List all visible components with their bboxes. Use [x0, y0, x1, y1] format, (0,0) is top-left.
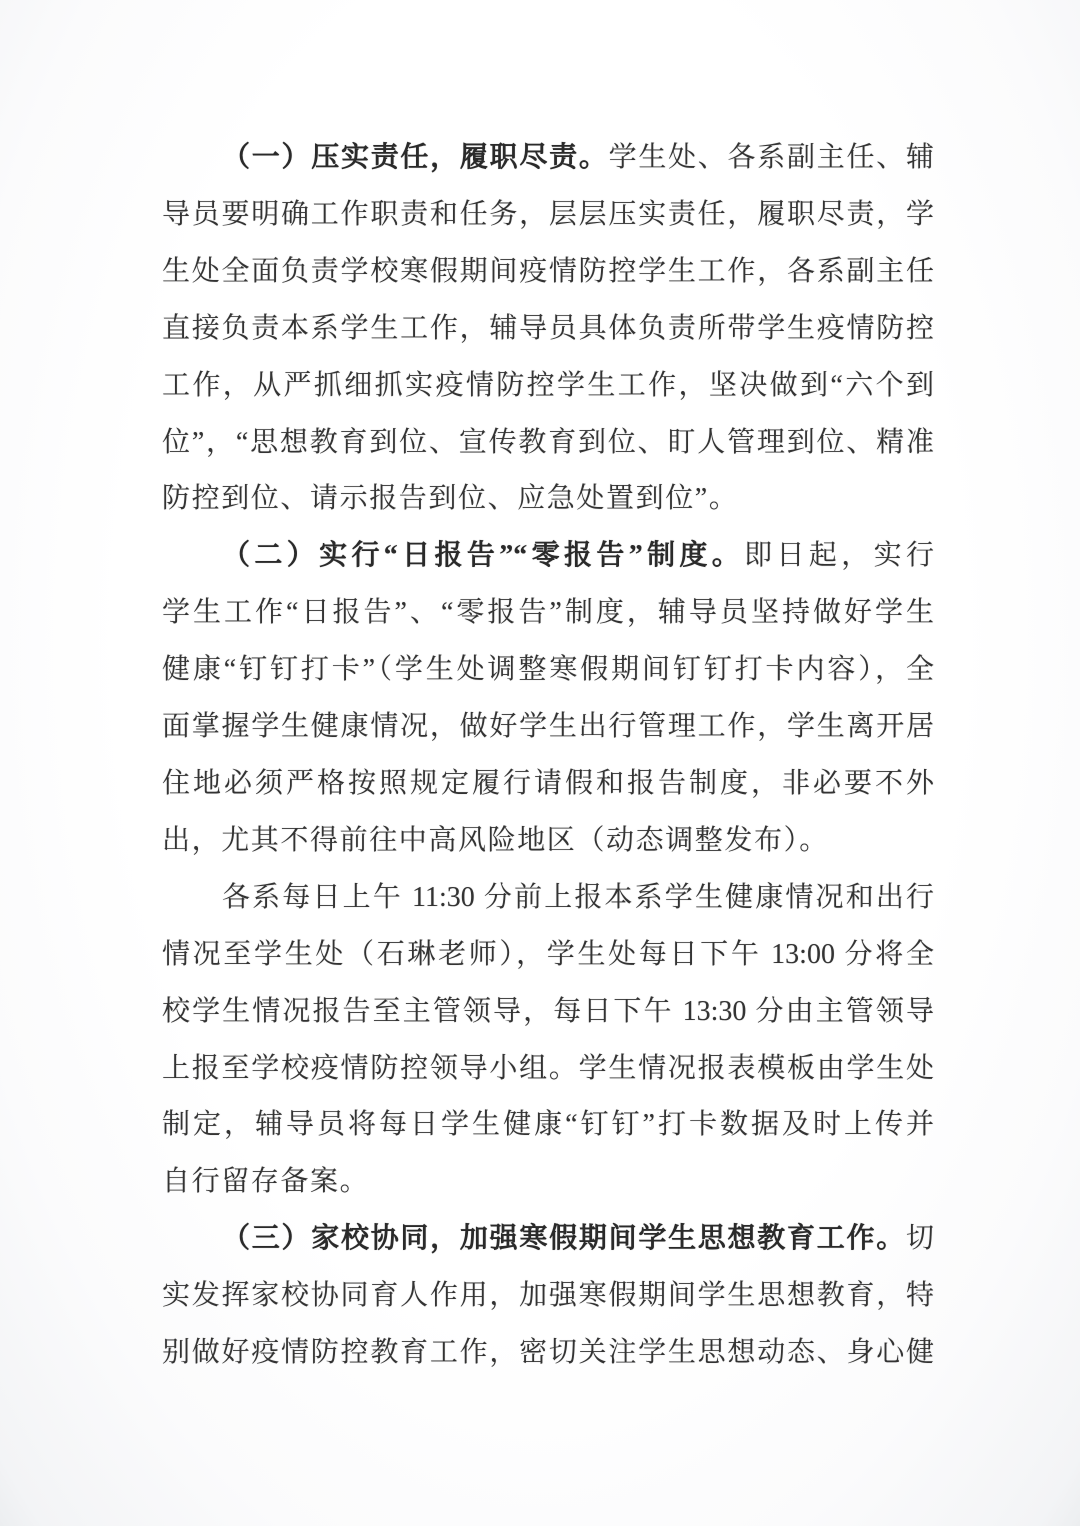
paragraph [162, 1211, 934, 1382]
text-segment: 上报至学校疫情防控领导小组。学生情况报表模板由学生处 [162, 1052, 934, 1084]
text-line [162, 870, 934, 927]
text-line [162, 358, 934, 415]
text-line [162, 756, 934, 813]
text-line [162, 1041, 934, 1098]
text-line [162, 301, 934, 358]
text-segment: 实发挥家校协同育人作用，加强寒假期间学生思想教育，特 [162, 1280, 934, 1312]
text-segment: 健康“钉钉打卡”（学生处调整寒假期间钉钉打卡内容），全 [162, 654, 934, 686]
text-segment: 学生处、各系副主任、辅 [608, 142, 934, 173]
paragraph [162, 870, 934, 1211]
text-segment: 各系每日上午 11:30 分前上报本系学生健康情况和出行 [222, 881, 934, 913]
text-segment: 出，尤其不得前往中高风险地区（动态调整发布）。 [162, 824, 829, 856]
text-line [162, 1211, 934, 1268]
text-segment: 校学生情况报告至主管领导，每日下午 13:30 分由主管领导 [162, 995, 934, 1027]
text-segment: 住地必须严格按照规定履行请假和报告制度，非必要不外 [162, 767, 934, 799]
text-segment: 情况至学生处（石琳老师），学生处每日下午 13:00 分将全 [162, 938, 934, 970]
text-line [162, 1154, 934, 1211]
text-line [162, 585, 934, 642]
paragraph-heading: （三）家校协同，加强寒假期间学生思想教育工作。 [222, 1223, 906, 1255]
text-segment: 制定，辅导员将每日学生健康“钉钉”打卡数据及时上传并 [162, 1109, 934, 1141]
text-line [162, 244, 934, 301]
text-segment: 即日起，实行 [744, 540, 934, 572]
text-segment: 切 [905, 1223, 934, 1255]
text-segment: 工作，从严抓细抓实疫情防控学生工作，坚决做到“六个到 [162, 369, 934, 401]
text-line [162, 1325, 934, 1382]
text-segment: 防控到位、请示报告到位、应急处置到位”。 [162, 483, 739, 515]
text-line [162, 471, 934, 528]
paragraph [162, 130, 934, 528]
text-line [162, 528, 934, 585]
text-line [162, 699, 934, 756]
text-line [162, 415, 934, 472]
paragraph [162, 528, 934, 869]
text-line [162, 1097, 934, 1154]
text-line [162, 130, 934, 187]
paragraph-heading: （一）压实责任，履职尽责。 [222, 142, 609, 173]
text-line [162, 813, 934, 870]
text-line [162, 187, 934, 244]
text-line [162, 984, 934, 1041]
text-segment: 面掌握学生健康情况，做好学生出行管理工作，学生离开居 [162, 711, 934, 743]
text-segment: 位”，“思想教育到位、宣传教育到位、盯人管理到位、精准 [162, 426, 934, 458]
text-segment: 导员要明确工作职责和任务，层层压实责任，履职尽责，学 [162, 198, 934, 230]
text-line [162, 1268, 934, 1325]
text-line [162, 642, 934, 699]
text-segment: 学生工作“日报告”、“零报告”制度，辅导员坚持做好学生 [162, 597, 934, 629]
document-body [162, 130, 934, 1382]
text-segment: 别做好疫情防控教育工作，密切关注学生思想动态、身心健 [162, 1337, 934, 1369]
text-line [162, 927, 934, 984]
paragraph-heading: （二）实行“日报告”“零报告”制度。 [222, 540, 745, 572]
text-segment: 直接负责本系学生工作，辅导员具体负责所带学生疫情防控 [162, 312, 934, 344]
text-segment: 自行留存备案。 [162, 1166, 370, 1198]
text-segment: 生处全面负责学校寒假期间疫情防控学生工作，各系副主任 [162, 255, 934, 287]
